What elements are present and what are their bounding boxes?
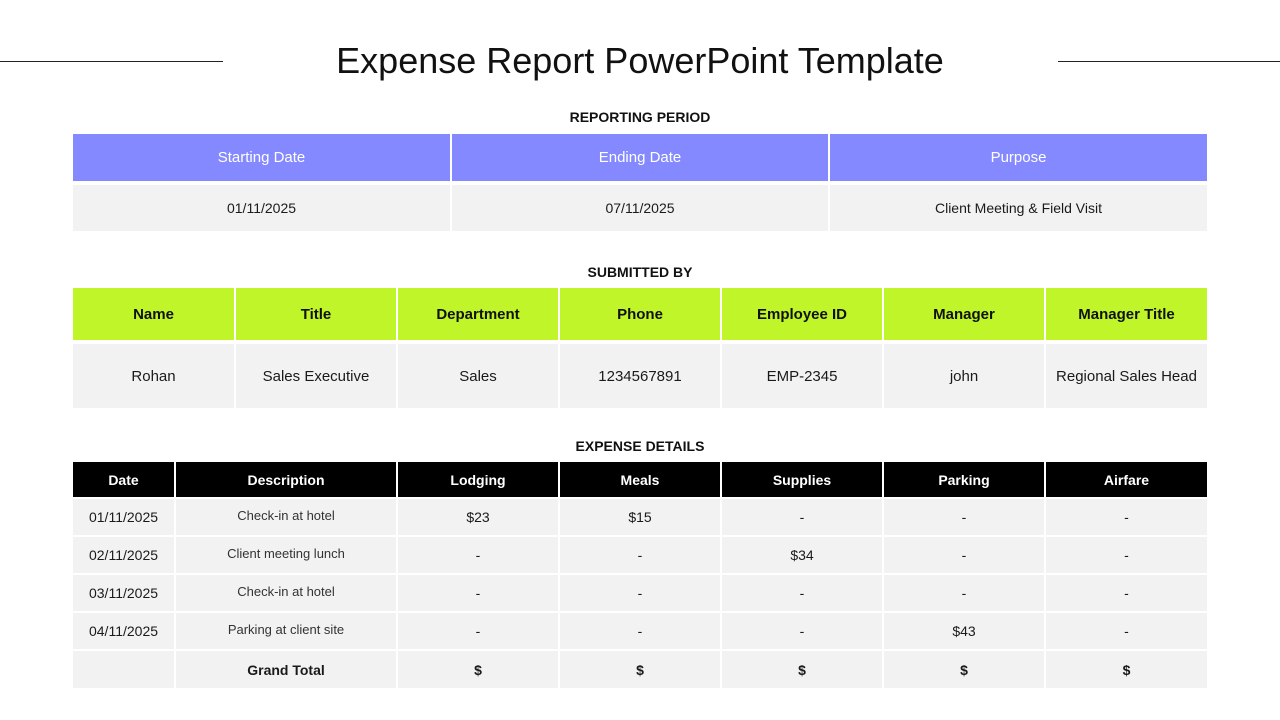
total-date bbox=[73, 650, 175, 688]
cell-airfare: - bbox=[1045, 612, 1207, 650]
expense-header-row bbox=[73, 462, 1207, 498]
header-starting-date: Starting Date bbox=[73, 134, 451, 183]
header-purpose: Purpose bbox=[829, 134, 1207, 183]
header-manager-title: Manager Title bbox=[1045, 288, 1207, 342]
cell-supplies: $34 bbox=[721, 536, 883, 574]
cell-supplies: - bbox=[721, 574, 883, 612]
expense-details-table bbox=[73, 462, 1207, 688]
cell-lodging: $23 bbox=[397, 498, 559, 536]
cell-parking: - bbox=[883, 574, 1045, 612]
cell-description: Check-in at hotel bbox=[175, 574, 397, 612]
value-title: Sales Executive bbox=[235, 342, 397, 408]
submitted-by-label: SUBMITTED BY bbox=[587, 264, 693, 280]
value-department: Sales bbox=[397, 342, 559, 408]
cell-parking: - bbox=[883, 498, 1045, 536]
submitted-by-value-row bbox=[73, 342, 1207, 408]
header-department: Department bbox=[397, 288, 559, 342]
header-employee-id: Employee ID bbox=[721, 288, 883, 342]
value-purpose: Client Meeting & Field Visit bbox=[829, 183, 1207, 231]
reporting-period-table bbox=[73, 134, 1207, 231]
total-supplies: $ bbox=[721, 650, 883, 688]
value-ending-date: 07/11/2025 bbox=[451, 183, 829, 231]
total-parking: $ bbox=[883, 650, 1045, 688]
cell-description: Check-in at hotel bbox=[175, 498, 397, 536]
cell-supplies: - bbox=[721, 498, 883, 536]
total-meals: $ bbox=[559, 650, 721, 688]
header-date: Date bbox=[73, 462, 175, 498]
total-airfare: $ bbox=[1045, 650, 1207, 688]
cell-airfare: - bbox=[1045, 498, 1207, 536]
cell-airfare: - bbox=[1045, 536, 1207, 574]
cell-date: 02/11/2025 bbox=[73, 536, 175, 574]
reporting-period-header-row bbox=[73, 134, 1207, 183]
cell-description: Client meeting lunch bbox=[175, 536, 397, 574]
value-phone: 1234567891 bbox=[559, 342, 721, 408]
header-airfare: Airfare bbox=[1045, 462, 1207, 498]
total-lodging: $ bbox=[397, 650, 559, 688]
cell-lodging: - bbox=[397, 536, 559, 574]
reporting-period-label: REPORTING PERIOD bbox=[569, 109, 711, 125]
table-row bbox=[73, 498, 1207, 536]
cell-date: 03/11/2025 bbox=[73, 574, 175, 612]
cell-meals: - bbox=[559, 612, 721, 650]
table-row bbox=[73, 612, 1207, 650]
cell-parking: - bbox=[883, 536, 1045, 574]
grand-total-row bbox=[73, 650, 1207, 688]
total-label: Grand Total bbox=[175, 650, 397, 688]
cell-lodging: - bbox=[397, 612, 559, 650]
header-lodging: Lodging bbox=[397, 462, 559, 498]
cell-parking: $43 bbox=[883, 612, 1045, 650]
value-name: Rohan bbox=[73, 342, 235, 408]
value-manager: john bbox=[883, 342, 1045, 408]
table-row bbox=[73, 536, 1207, 574]
cell-lodging: - bbox=[397, 574, 559, 612]
cell-meals: - bbox=[559, 536, 721, 574]
title-block bbox=[0, 38, 1280, 86]
header-meals: Meals bbox=[559, 462, 721, 498]
header-name: Name bbox=[73, 288, 235, 342]
cell-description: Parking at client site bbox=[175, 612, 397, 650]
header-description: Description bbox=[175, 462, 397, 498]
header-supplies: Supplies bbox=[721, 462, 883, 498]
submitted-by-table bbox=[73, 288, 1207, 408]
cell-date: 04/11/2025 bbox=[73, 612, 175, 650]
cell-meals: $15 bbox=[559, 498, 721, 536]
header-parking: Parking bbox=[883, 462, 1045, 498]
reporting-period-value-row bbox=[73, 183, 1207, 231]
cell-airfare: - bbox=[1045, 574, 1207, 612]
value-manager-title: Regional Sales Head bbox=[1045, 342, 1207, 408]
value-starting-date: 01/11/2025 bbox=[73, 183, 451, 231]
title-divider-right bbox=[1058, 61, 1280, 62]
header-title: Title bbox=[235, 288, 397, 342]
table-row bbox=[73, 574, 1207, 612]
cell-meals: - bbox=[559, 574, 721, 612]
value-employee-id: EMP-2345 bbox=[721, 342, 883, 408]
cell-supplies: - bbox=[721, 612, 883, 650]
header-manager: Manager bbox=[883, 288, 1045, 342]
page-title: Expense Report PowerPoint Template bbox=[336, 40, 944, 81]
header-ending-date: Ending Date bbox=[451, 134, 829, 183]
submitted-by-header-row bbox=[73, 288, 1207, 342]
cell-date: 01/11/2025 bbox=[73, 498, 175, 536]
expense-details-label: EXPENSE DETAILS bbox=[575, 438, 705, 454]
header-phone: Phone bbox=[559, 288, 721, 342]
